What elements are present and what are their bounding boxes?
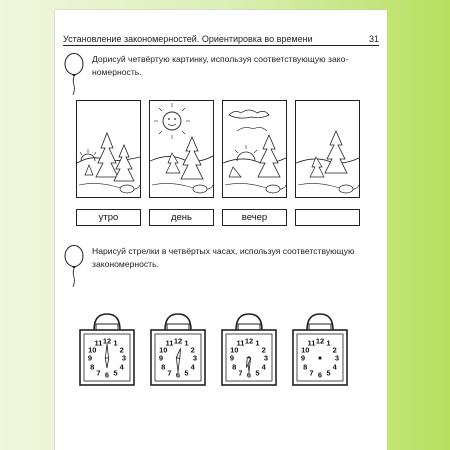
clock-face: [218, 306, 280, 388]
clock-number: 7: [309, 367, 314, 377]
clock-number: 5: [255, 367, 260, 377]
clock-number: 8: [232, 361, 237, 371]
clock-number: 7: [96, 367, 101, 377]
clock-row: [76, 306, 351, 388]
clock-number: 7: [238, 367, 243, 377]
clock-number: 6: [104, 370, 110, 380]
page-number: 31: [368, 34, 379, 44]
clock-number: 12: [244, 336, 254, 346]
label-morning: утро: [76, 209, 141, 226]
clock-number: 8: [90, 361, 95, 371]
header-title: Установление закономерностей. Ориентировка во времени: [63, 34, 313, 44]
task-2-instruction-line1: Нарисуй стрелки в четвёртых часах, используя соответствующую: [92, 246, 355, 256]
balloon-icon: [61, 244, 87, 288]
clock-number: 10: [159, 344, 168, 354]
task-2: [61, 244, 381, 288]
task-1-instruction-line1: Дорисуй четвёртую картинку, используя соответствующую зако-: [92, 54, 349, 64]
clock-face-empty[interactable]: [289, 306, 351, 388]
clock-number: 3: [334, 353, 340, 363]
clock-number: 9: [158, 353, 164, 363]
clock-number: 2: [261, 344, 266, 354]
scene-evening: [222, 100, 287, 198]
clock-number: 7: [167, 367, 172, 377]
label-evening: вечер: [222, 209, 287, 226]
clock-number: 11: [307, 338, 316, 348]
clock-number: 2: [190, 344, 195, 354]
clock-face: [147, 306, 209, 388]
clock-number: 12: [173, 336, 183, 346]
clock-number: 5: [113, 367, 118, 377]
task-1: [61, 52, 381, 96]
worksheet-page: [55, 10, 387, 450]
clock-number: 10: [88, 344, 97, 354]
scene-night-empty[interactable]: [295, 100, 360, 198]
clock-number: 4: [332, 361, 337, 371]
clock-number: 6: [317, 370, 323, 380]
clock-number: 6: [246, 370, 252, 380]
clock-number: 12: [102, 336, 112, 346]
clock-number: 10: [301, 344, 310, 354]
page-header: [63, 26, 379, 46]
clock-number: 2: [332, 344, 337, 354]
clock-number: 5: [326, 367, 331, 377]
clock-number: 9: [229, 353, 235, 363]
scene-morning: [76, 100, 141, 198]
clock-number: 1: [184, 338, 189, 348]
scene-row: [76, 100, 360, 198]
task-1-instruction-line2: номерность.: [92, 67, 142, 77]
clock-number: 12: [315, 336, 325, 346]
clock-number: 4: [190, 361, 195, 371]
clock-number: 4: [119, 361, 124, 371]
clock-number: 1: [326, 338, 331, 348]
clock-number: 11: [236, 338, 245, 348]
clock-number: 1: [255, 338, 260, 348]
task-2-instruction: [92, 244, 355, 271]
balloon-icon: [61, 52, 87, 96]
label-row: [76, 209, 360, 226]
clock-number: 1: [113, 338, 118, 348]
clock-number: 8: [161, 361, 166, 371]
clock-number: 9: [87, 353, 93, 363]
label-empty-input[interactable]: [295, 209, 360, 226]
scene-day: [149, 100, 214, 198]
clock-number: 3: [192, 353, 198, 363]
task-2-instruction-line2: закономерность.: [92, 259, 159, 269]
clock-number: 4: [261, 361, 266, 371]
task-1-instruction: [92, 52, 348, 79]
clock-number: 11: [94, 338, 103, 348]
clock-number: 3: [263, 353, 269, 363]
clock-number: 8: [303, 361, 308, 371]
clock-number: 10: [230, 344, 239, 354]
clock-number: 5: [184, 367, 189, 377]
clock-number: 2: [119, 344, 124, 354]
clock-number: 6: [175, 370, 181, 380]
clock-number: 9: [300, 353, 306, 363]
label-day: день: [149, 209, 214, 226]
clock-number: 11: [165, 338, 174, 348]
clock-face: [76, 306, 138, 388]
clock-number: 3: [121, 353, 127, 363]
